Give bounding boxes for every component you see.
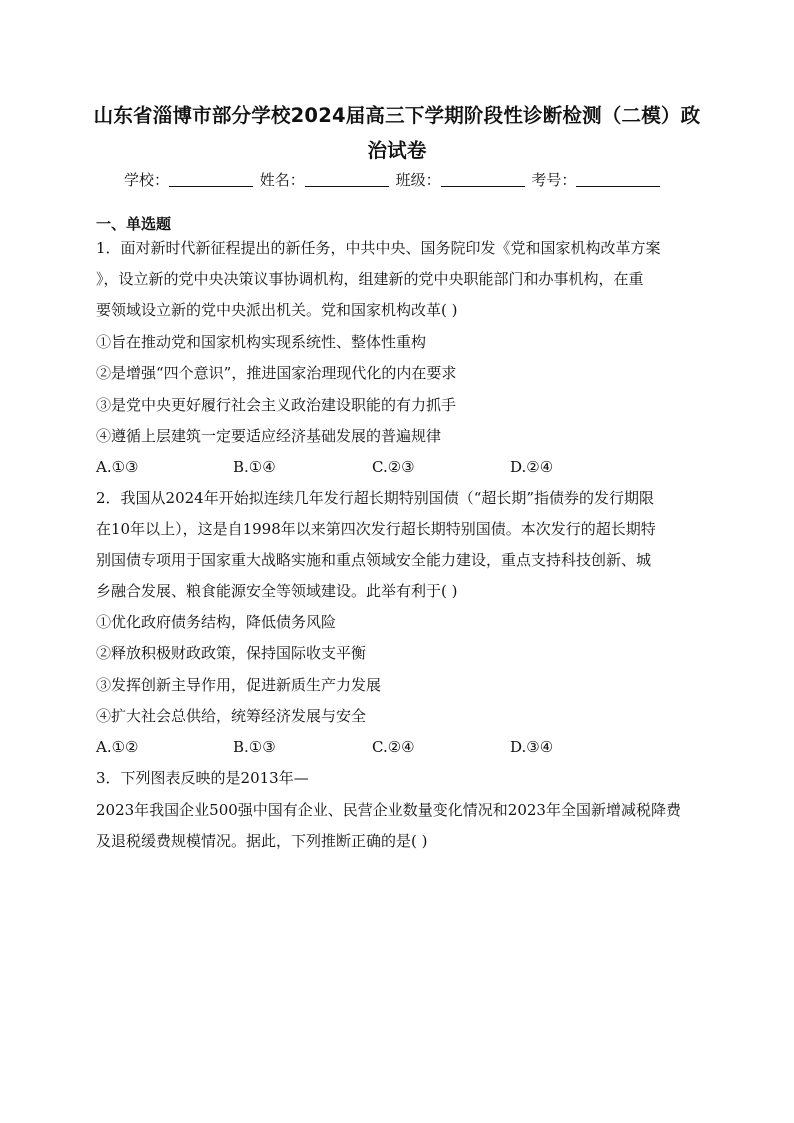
q1-item: ③是党中央更好履行社会主义政治建设职能的有力抓手 bbox=[96, 396, 457, 414]
q3-stem-line: 2023年我国企业500强中国有企业、民营企业数量变化情况和2023年全国新增减税降费 bbox=[96, 801, 681, 819]
q2-stem-line: 乡融合发展、粮食能源安全等领域建设。此举有利于( ) bbox=[96, 582, 458, 600]
q2-option-d[interactable]: D.③④ bbox=[510, 738, 554, 756]
q2-item: ④扩大社会总供给，统筹经济发展与安全 bbox=[96, 707, 367, 725]
name-blank bbox=[305, 172, 389, 187]
q1-stem-line: 要领域设立新的党中央派出机关。党和国家机构改革( ) bbox=[96, 301, 458, 319]
school-blank bbox=[169, 172, 253, 187]
q1-option-a[interactable]: A.①③ bbox=[96, 458, 139, 476]
title-line-2: 治试卷 bbox=[367, 139, 427, 162]
q2-item: ③发挥创新主导作用，促进新质生产力发展 bbox=[96, 676, 382, 694]
section-heading: 一、单选题 bbox=[96, 215, 172, 233]
q2-option-c[interactable]: C.②④ bbox=[372, 738, 415, 756]
school-label: 学校： bbox=[124, 171, 170, 189]
q2-stem-line: 别国债专项用于国家重大战略实施和重点领域安全能力建设，重点支持科技创新、城 bbox=[96, 551, 652, 569]
q1-option-c[interactable]: C.②③ bbox=[372, 458, 415, 476]
page-title bbox=[60, 98, 734, 168]
q1-option-b[interactable]: B.①④ bbox=[233, 458, 276, 476]
name-label: 姓名： bbox=[259, 171, 305, 189]
q2-stem-line: 2．我国从2024年开始拟连续几年发行超长期特别国债（“超长期”指债券的发行期限 bbox=[96, 489, 655, 507]
q1-item: ①旨在推动党和国家机构实现系统性、整体性重构 bbox=[96, 333, 427, 351]
title-line-1: 山东省淄博市部分学校2024届高三下学期阶段性诊断检测（二模）政 bbox=[93, 104, 701, 127]
class-blank bbox=[441, 172, 525, 187]
q2-option-b[interactable]: B.①③ bbox=[233, 738, 276, 756]
q1-item: ④遵循上层建筑一定要适应经济基础发展的普遍规律 bbox=[96, 427, 442, 445]
q1-option-d[interactable]: D.②④ bbox=[510, 458, 554, 476]
q2-stem-line: 在10年以上），这是自1998年以来第四次发行超长期特别国债。本次发行的超长期特 bbox=[96, 520, 656, 538]
class-label: 班级： bbox=[395, 171, 441, 189]
q3-stem-line: 3．下列图表反映的是2013年— bbox=[96, 769, 309, 787]
student-info-row bbox=[124, 170, 662, 190]
exam-no-blank bbox=[576, 172, 660, 187]
q2-item: ②释放积极财政政策，保持国际收支平衡 bbox=[96, 644, 367, 662]
q3-stem-line: 及退税缓费规模情况。据此，下列推断正确的是( ) bbox=[96, 832, 428, 850]
q1-stem-line: 1．面对新时代新征程提出的新任务，中共中央、国务院印发《党和国家机构改革方案 bbox=[96, 239, 661, 257]
q2-option-a[interactable]: A.①② bbox=[96, 738, 139, 756]
q2-item: ①优化政府债务结构，降低债务风险 bbox=[96, 613, 337, 631]
q1-item: ②是增强“四个意识”，推进国家治理现代化的内在要求 bbox=[96, 364, 457, 382]
q1-stem-line: 》，设立新的党中央决策议事协调机构，组建新的党中央职能部门和办事机构，在重 bbox=[96, 270, 644, 288]
exam-no-label: 考号： bbox=[531, 171, 577, 189]
